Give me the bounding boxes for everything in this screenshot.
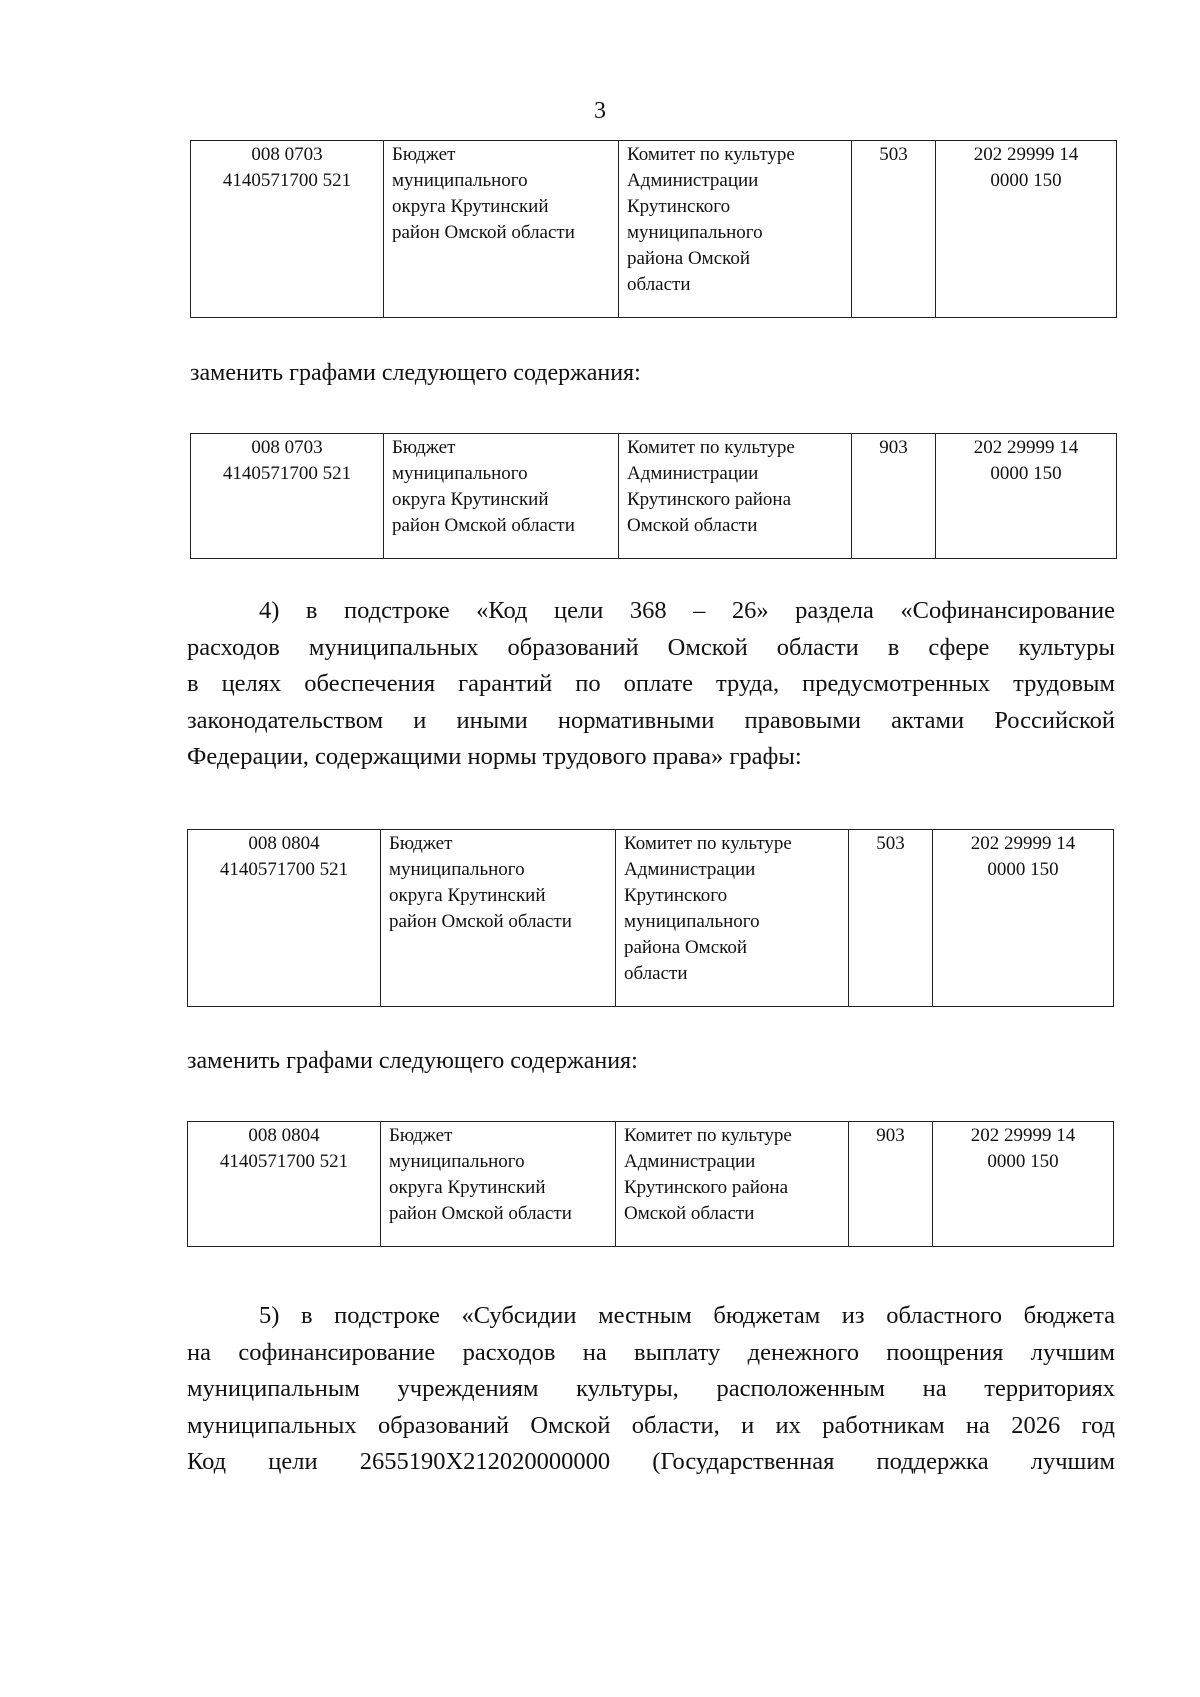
cell-line: район Омской области [389,1203,572,1224]
cell-line: Омской области [624,1203,755,1224]
cell-line: области [624,963,688,984]
cell-line: 0000 150 [987,1151,1059,1172]
paragraph-line: на софинансирование расходов на выплату денежного поощрения лучшим [187,1338,1115,1366]
cell-line: 008 0804 [248,1125,320,1146]
replace-instruction-1: заменить графами следующего содержания: [190,360,641,386]
table-row [191,141,1117,318]
paragraph-line: Код цели 2655190Х212020000000 (Государственная поддержка лучшим [187,1448,1115,1475]
paragraph-line: расходов муниципальных образований Омской области в сфере культуры [187,633,1115,661]
cell-line: округа Крутинский [392,489,549,510]
kbk-cell [933,830,1114,1007]
cell-line: 202 29999 14 [970,1125,1076,1146]
cell-line: 0000 150 [987,859,1059,880]
paragraph-item-4 [187,593,1115,776]
kbk-cell [936,434,1117,559]
committee-cell [616,830,849,1007]
cell-line: район Омской области [392,515,575,536]
cell-line: Крутинского района [627,489,792,510]
cell-line: района Омской [624,937,748,958]
cell-line: 008 0804 [248,833,320,854]
cell-line: 4140571700 521 [219,1151,349,1172]
cell-line: 008 0703 [251,437,323,458]
paragraph-item-5 [187,1298,1115,1481]
cell-line: муниципального [389,1151,525,1172]
cell-line: 4140571700 521 [219,859,349,880]
target-code-cell [191,434,384,559]
cell-line: муниципального [627,222,763,243]
cell-line: 202 29999 14 [970,833,1076,854]
committee-cell [619,434,852,559]
paragraph-line: 4) в подстроке «Код цели 368 – 26» раздела «Софинансирование [259,597,1115,624]
paragraph-line: в целях обеспечения гарантий по оплате труда, предусмотренных трудовым [187,670,1115,697]
cell-line: Бюджет [389,1125,453,1146]
budget-name-cell [381,1122,616,1247]
budget-table-replacement-2 [187,1121,1114,1247]
cell-line: округа Крутинский [392,196,549,217]
paragraph-line: муниципальным учреждениям культуры, расположенным на территориях [187,1375,1115,1402]
committee-cell [619,141,852,318]
page-number: 3 [594,98,606,124]
paragraph-line: 5) в подстроке «Субсидии местным бюджетам из областного бюджета [259,1302,1115,1329]
budget-table-original-1 [190,140,1117,318]
replace-instruction-2: заменить графами следующего содержания: [187,1048,638,1074]
cell-line: Крутинского [627,196,731,217]
target-code-cell [191,141,384,318]
cell-line: района Омской [627,248,751,269]
cell-line: муниципального [392,463,528,484]
cell-line: Крутинского района [624,1177,789,1198]
department-code-cell: 503 [852,141,936,318]
cell-line: Комитет по культуре [627,144,795,165]
cell-line: 0000 150 [990,170,1062,191]
budget-name-cell [384,434,619,559]
cell-line: Комитет по культуре [627,437,795,458]
cell-line: Бюджет [392,437,456,458]
cell-line: Бюджет [389,833,453,854]
cell-line: 202 29999 14 [973,437,1079,458]
cell-line: Омской области [627,515,758,536]
table-row [188,830,1114,1007]
cell-line: Администрации [624,859,756,880]
cell-line: Крутинского [624,885,728,906]
kbk-cell [936,141,1117,318]
table-row [191,434,1117,559]
target-code-cell [188,1122,381,1247]
cell-line: муниципального [392,170,528,191]
department-code-cell: 503 [849,830,933,1007]
cell-line: округа Крутинский [389,885,546,906]
cell-line: Администрации [627,463,759,484]
cell-line: Комитет по культуре [624,1125,792,1146]
budget-name-cell [384,141,619,318]
cell-line: Администрации [624,1151,756,1172]
kbk-cell [933,1122,1114,1247]
cell-line: области [627,274,691,295]
cell-line: 008 0703 [251,144,323,165]
cell-line: 4140571700 521 [222,170,352,191]
cell-line: муниципального [624,911,760,932]
budget-table-original-2 [187,829,1114,1007]
table-row [188,1122,1114,1247]
cell-line: Бюджет [392,144,456,165]
paragraph-line: Федерации, содержащими нормы трудового права» графы: [187,743,802,770]
budget-name-cell [381,830,616,1007]
cell-line: район Омской области [389,911,572,932]
target-code-cell [188,830,381,1007]
cell-line: район Омской области [392,222,575,243]
paragraph-line: муниципальных образований Омской области, и их работникам на 2026 год [187,1411,1115,1439]
cell-line: 0000 150 [990,463,1062,484]
cell-line: 4140571700 521 [222,463,352,484]
cell-line: 202 29999 14 [973,144,1079,165]
committee-cell [616,1122,849,1247]
cell-line: округа Крутинский [389,1177,546,1198]
cell-line: Администрации [627,170,759,191]
paragraph-line: законодательством и иными нормативными правовыми актами Российской [187,706,1115,734]
cell-line: Комитет по культуре [624,833,792,854]
department-code-cell: 903 [852,434,936,559]
department-code-cell: 903 [849,1122,933,1247]
cell-line: муниципального [389,859,525,880]
budget-table-replacement-1 [190,433,1117,559]
